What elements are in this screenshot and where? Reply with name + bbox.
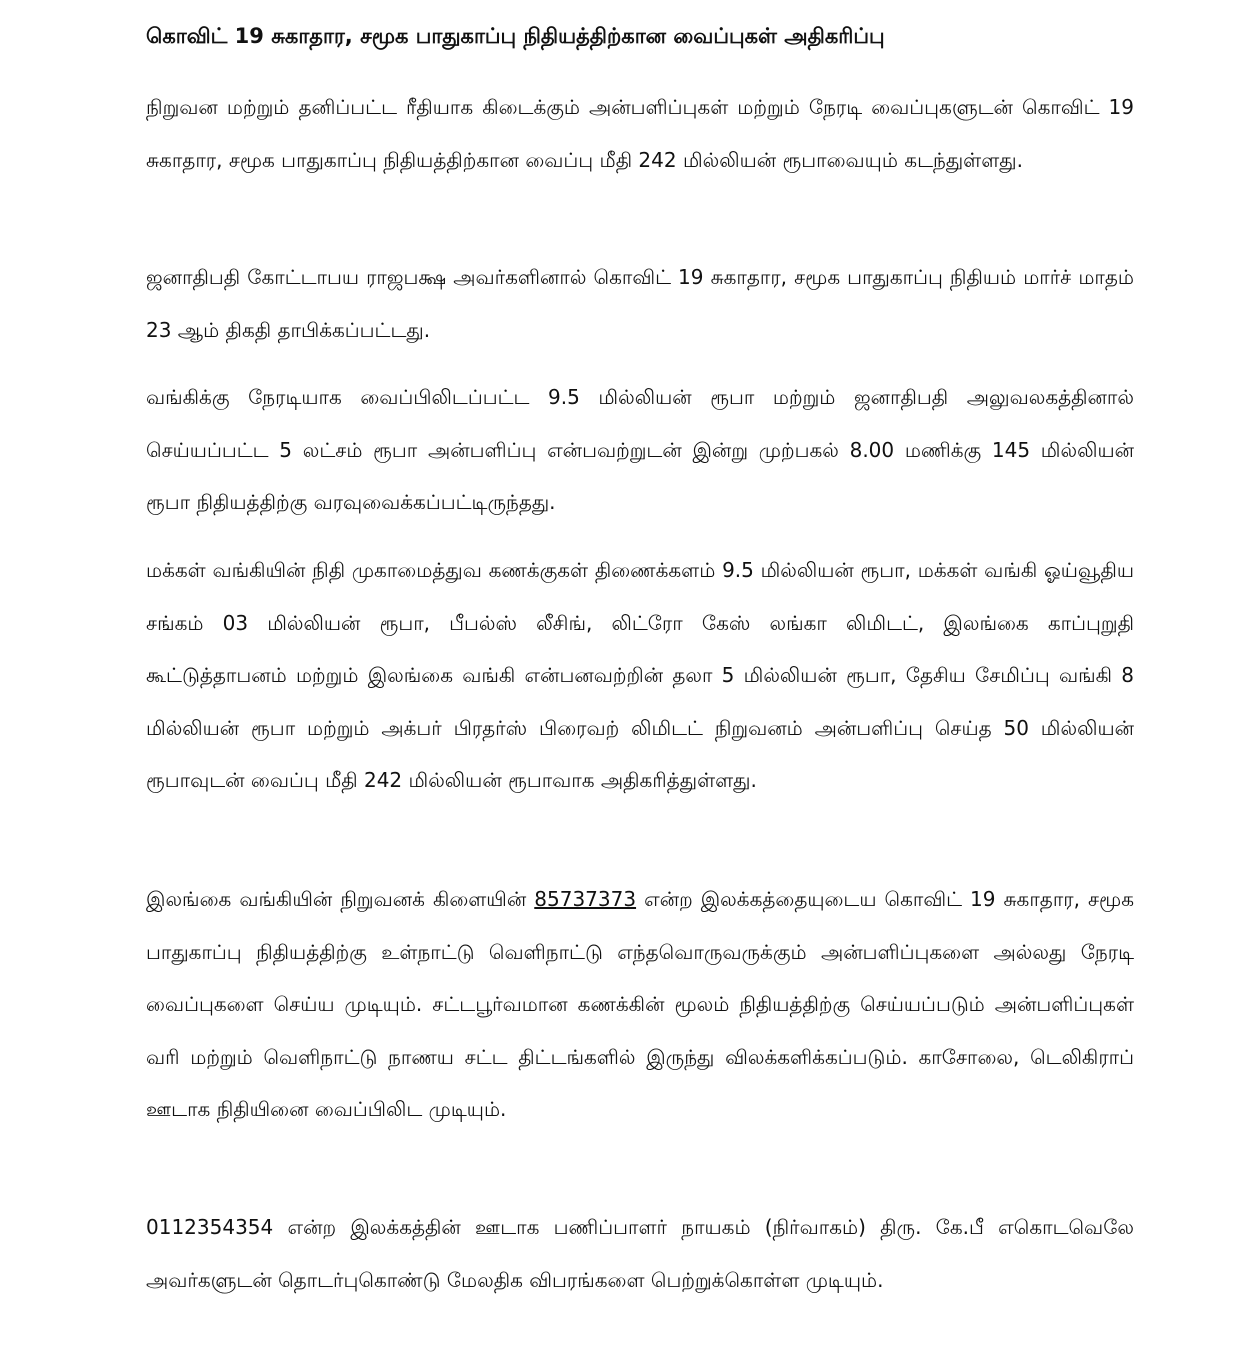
- paragraph-initial-deposits: வங்கிக்கு நேரடியாக வைப்பிலிடப்பட்ட 9.5 மில்லியன் ரூபா மற்றும் ஜனாதிபதி அலுவலகத்தினால் செய்யப்பட்ட 5 லட்சம் ரூபா அன்பளிப்பு என்பவற்றுடன் இன்று முற்பகல் 8.00 மணிக்கு 145 மில்லியன் ரூபா நிதியத்திற்கு வரவுவைக்கப்பட்டிருந்தது.: [146, 385, 1134, 514]
- paragraph-fund-establishment: ஜனாதிபதி கோட்டாபய ராஜபக்ஷ அவர்களினால் கொவிட் 19 சுகாதார, சமூக பாதுகாப்பு நிதியம் மார்ச் மாதம் 23 ஆம் திகதி தாபிக்கப்பட்டது.: [146, 265, 1134, 342]
- document-page: [146, 0, 1134, 1368]
- paragraph-donors-list: மக்கள் வங்கியின் நிதி முகாமைத்துவ கணக்குகள் திணைக்களம் 9.5 மில்லியன் ரூபா, மக்கள் வங்கி ஓய்வூதிய சங்கம் 03 மில்லியன் ரூபா, பீபல்ஸ் லீசிங், லிட்ரோ கேஸ் லங்கா லிமிடட், இலங்கை காப்புறுதி கூட்டுத்தாபனம் மற்றும் இலங்கை வங்கி என்பனவற்றின் தலா 5 மில்லியன் ரூபா, தேசிய சேமிப்பு வங்கி 8 மில்லியன் ரூபா மற்றும் அக்பர் பிரதர்ஸ் பிரைவற் லிமிடட் நிறுவனம் அன்பளிப்பு செய்த 50 மில்லியன் ரூபாவுடன் வைப்பு மீதி 242 மில்லியன் ரூபாவாக அதிகரித்துள்ளது.: [146, 558, 1134, 792]
- paragraph-fund-balance: நிறுவன மற்றும் தனிப்பட்ட ரீதியாக கிடைக்கும் அன்பளிப்புகள் மற்றும் நேரடி வைப்புகளுடன் கொவிட் 19 சுகாதார, சமூக பாதுகாப்பு நிதியத்திற்கான வைப்பு மீதி 242 மில்லியன் ரூபாவையும் கடந்துள்ளது.: [146, 95, 1134, 172]
- account-text-before: இலங்கை வங்கியின் நிறுவனக் கிளையின்: [146, 887, 535, 911]
- document-title: கொவிட் 19 சுகாதார, சமூக பாதுகாப்பு நிதியத்திற்கான வைப்புகள் அதிகரிப்பு: [146, 24, 885, 48]
- account-number: 85737373: [534, 887, 637, 911]
- account-text-after: என்ற இலக்கத்தையுடைய கொவிட் 19 சுகாதார, சமூக பாதுகாப்பு நிதியத்திற்கு உள்நாட்டு வெளிநாட்டு எந்தவொருவருக்கும் அன்பளிப்புகளை அல்லது நேரடி வைப்புகளை செய்ய முடியும். சட்டபூர்வமான கணக்கின் மூலம் நிதியத்திற்கு செய்யப்படும் அன்பளிப்புகள் வரி மற்றும் வெளிநாட்டு நாணய சட்ட திட்டங்களில் இருந்து விலக்களிக்கப்படும். காசோலை, டெலிகிராப் ஊடாக நிதியினை வைப்பிலிட முடியும்.: [146, 887, 1134, 1121]
- paragraph-account-details: [146, 873, 1134, 1136]
- paragraph-contact-info: 0112354354 என்ற இலக்கத்தின் ஊடாக பணிப்பாளர் நாயகம் (நிர்வாகம்) திரு. கே.பீ எகொடவெலே அவர்களுடன் தொடர்புகொண்டு மேலதிக விபரங்களை பெற்றுக்கொள்ள முடியும்.: [146, 1215, 1134, 1292]
